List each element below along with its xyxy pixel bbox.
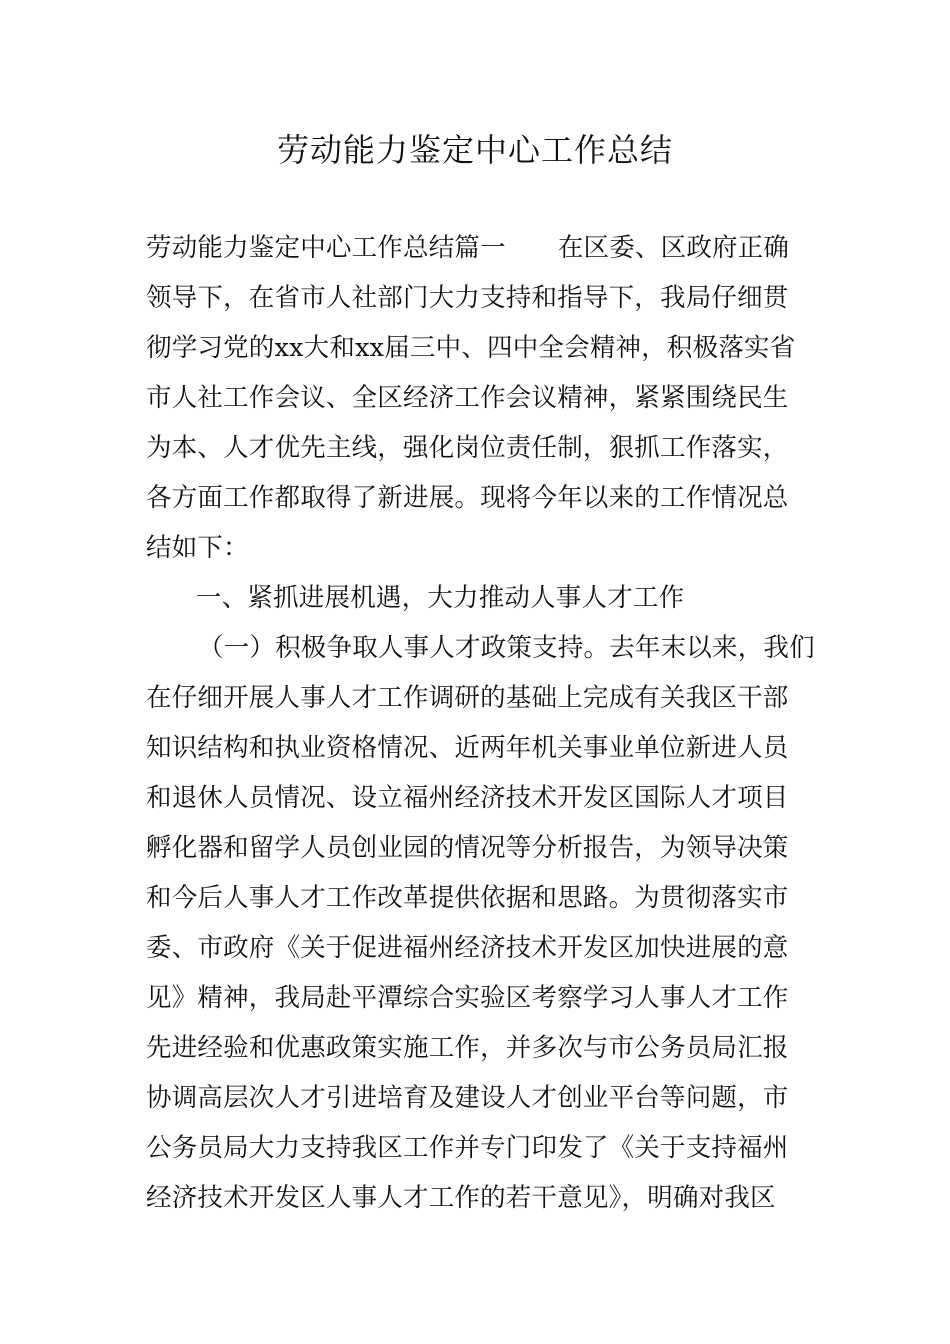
- body-line: 经济技术开发区人事人才工作的若干意见》，明确对我区: [146, 1183, 776, 1213]
- body-line: 在仔细开展人事人才工作调研的基础上完成有关我区干部: [146, 683, 789, 713]
- body-line: 见》精神，我局赴平潭综合实验区考察学习人事人才工作: [146, 983, 789, 1013]
- body-line: 和今后人事人才工作改革提供依据和思路。为贯彻落实市: [146, 883, 789, 913]
- body-line: 先进经验和优惠政策实施工作，并多次与市公务员局汇报: [146, 1033, 789, 1063]
- intro-label: 劳动能力鉴定中心工作总结篇一: [146, 233, 506, 263]
- body-line: 彻学习党的xx大和xx届三中、四中全会精神，积极落实省: [146, 333, 796, 363]
- paragraph-start-line: （一）积极争取人事人才政策支持。去年末以来，我们: [198, 633, 815, 663]
- body-line: 知识结构和执业资格情况、近两年机关事业单位新进人员: [146, 733, 789, 763]
- body-line: 为本、人才优先主线，强化岗位责任制，狠抓工作落实，: [146, 433, 789, 463]
- body-line: 市人社工作会议、全区经济工作会议精神，紧紧围绕民生: [146, 383, 789, 413]
- body-line: 领导下，在省市人社部门大力支持和指导下，我局仔细贯: [146, 283, 789, 313]
- body-line: 孵化器和留学人员创业园的情况等分析报告，为领导决策: [146, 833, 789, 863]
- intro-line: [146, 222, 808, 274]
- body-line: 各方面工作都取得了新进展。现将今年以来的工作情况总: [146, 483, 789, 513]
- section-heading: 一、紧抓进展机遇，大力推动人事人才工作: [196, 583, 685, 613]
- body-line: 公务员局大力支持我区工作并专门印发了《关于支持福州: [146, 1133, 789, 1163]
- document-title: 劳动能力鉴定中心工作总结: [276, 131, 673, 169]
- body-line: 委、市政府《关于促进福州经济技术开发区加快进展的意: [146, 933, 789, 963]
- body-line: 和退休人员情况、设立福州经济技术开发区国际人才项目: [146, 783, 789, 813]
- intro-rest: 在区委、区政府正确: [557, 233, 790, 263]
- body-line: 协调高层次人才引进培育及建设人才创业平台等问题，市: [146, 1083, 789, 1113]
- body-line: 结如下：: [146, 533, 249, 563]
